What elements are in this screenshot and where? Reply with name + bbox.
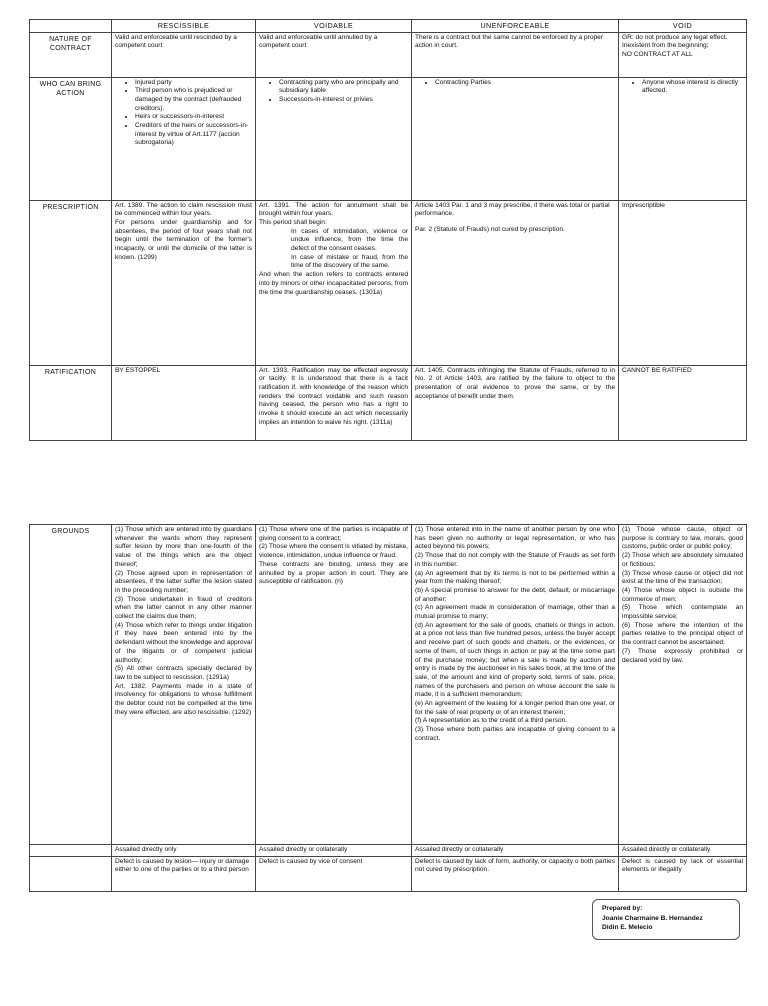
cell-ratification-void: CANNOT BE RATIFIED [619, 365, 747, 440]
row-nature-of-contract [30, 32, 747, 77]
header-row [30, 20, 747, 33]
cell-who-rescissible [112, 77, 256, 200]
list-item: • Creditors of the heirs or successors-in-interest by virtue of Art.1177 (accion subrogatoria) [135, 122, 252, 148]
list-item: • Successors-in-interest or privies [279, 96, 408, 105]
cell-who-voidable [256, 77, 412, 200]
header-corner [30, 20, 112, 33]
cell-nature-void: GR: do not produce any legal effect. Inexistent from the beginning; NO CONTRACT AT ALL [619, 32, 747, 77]
cell-assailed-void: Assailed directly or collaterally [619, 845, 747, 857]
list-item: • Anyone whose interest is directly affected. [642, 79, 743, 96]
row-who-can-bring-action [30, 77, 747, 200]
cell-grounds-rescissible: (1) Those which are entered into by guardians whenever the wards whom they represent suffer lesion by more than one-fourth of the value of the things which are the object thereof; (2) Those agreed upon in representation of absentees, if the latter suffer the lesion stated in the preceding number; (3) Those undertaken in fraud of creditors when the latter cannot in any other manner collect the claims due them; (4) Those which refer to things under litigation if they have been entered into by the defendant without the knowledge and approval of the litigants or of competent judicial authority; (5) All other contracts specially declared by law to be subject to rescission. (1291a) Art. 1382. Payments made in a state of insolvency for obligations to whose fulfillment the debtor could not be compelled at the time they were effected, are also rescissible. (1292) [112, 525, 256, 845]
row-prescription [30, 200, 747, 365]
header-rescissible: RESCISSIBLE [112, 20, 256, 33]
prepared-by-title: Prepared by: [602, 905, 643, 912]
cell-who-void [619, 77, 747, 200]
header-voidable: VOIDABLE [256, 20, 412, 33]
row-grounds [30, 525, 747, 845]
row-ratification [30, 365, 747, 440]
comparison-table-top [29, 19, 747, 441]
cell-grounds-unenforceable: (1) Those entered into in the name of another person by one who has been given no authority or legal representation, or who has acted beyond his powers; (2) Those that do not comply with the Statute of Frauds as set forth in this number. (a) An agreement that by its terms is not to be performed within a year from the making thereof; (b) A special promise to answer for the debt, default, or miscarriage of another; (c) An agreement made in consideration of marriage, other than a mutual promise to marry; (d) An agreement for the sale of goods, chattels or things in action, at a price not less than five hundred pesos, unless the buyer accept and receive part of such goods and chattels, or the evidences, or some of them, of such things in action or pay at the time some part of the purchase money; but when a sale is made by auction and entry is made by the auctioneer in his sales book, at the time of the sale, of the amount and kind of property sold, terms of sale, price, names of the purchasers and person on whose account the sale is made, it is a sufficient memorandum; (e) An agreement of the leasing for a longer period than one year, or for the sale of real property or of an interest therein; (f) A representation as to the credit of a third person. (3) Those where both parties are incapable of giving consent to a contract. [412, 525, 619, 845]
header-void: VOID [619, 20, 747, 33]
row-label-ratification: RATIFICATION [30, 365, 112, 440]
cell-prescription-voidable: Art. 1391. The action for annulment shall be brought within four years. This period shall begin: In cases of intimidation, violence or undue influence, from the time the defect of the consent ceases. In case of mistake or fraud, from the time of the discovery of the same. And when the action refers to contracts entered into by minors or other incapacitated persons, from the time the guardianship ceases. (1301a) [256, 200, 412, 365]
cell-assailed-unenforceable: Assailed directly or collaterally [412, 845, 619, 857]
row-label-grounds: GROUNDS [30, 525, 112, 845]
row-label-nature: NATURE OF CONTRACT [30, 32, 112, 77]
cell-defect-rescissible: Defect is caused by lesion— injury or damage either to one of the parties or to a third person [112, 856, 256, 891]
cell-prescription-rescissible: Art. 1389. The action to claim rescission must be commenced within four years. For persons under guardianship and for absentees, the period of four years shall not begin until the termination of the former's incapacity, or until the domicile of the latter is known. (1299) [112, 200, 256, 365]
cell-prescription-unenforceable: Article 1403 Par. 1 and 3 may prescribe, if there was total or partial performance. Par. 2 (Statute of Frauds) not cured by prescription. [412, 200, 619, 365]
row-assailed [30, 845, 747, 857]
row-label-assailed [30, 845, 112, 857]
list-item: • Third person who is prejudiced or damaged by the contract (defrauded creditors). [135, 87, 252, 113]
prepared-by-name: Didin E. Melecio [602, 924, 653, 932]
row-label-prescription: PRESCRIPTION [30, 200, 112, 365]
row-label-who: WHO CAN BRING ACTION [30, 77, 112, 200]
cell-ratification-voidable: Art. 1393. Ratification may be effected expressly or tacitly. It is understood that there is a tacit ratification if, with knowledge of the reason which renders the contract voidable and such reason having ceased, the person who has a right to invoke it should execute an act which necessarily implies an intention to waive his right. (1311a) [256, 365, 412, 440]
comparison-table-bottom [29, 524, 747, 892]
header-unenforceable: UNENFORCEABLE [412, 20, 619, 33]
list-item: • Contracting Parties [435, 79, 615, 88]
cell-assailed-rescissible: Assailed directly only [112, 845, 256, 857]
list-item: • Contracting party who are principally and subsidiary liable [279, 79, 408, 96]
cell-ratification-unenforceable: Art. 1405. Contracts infringing the Statute of Frauds, referred to in No. 2 of Article 1403, are ratified by the failure to object to the presentation of oral evidence to prove the same, or by the acceptance of benefit under them. [412, 365, 619, 440]
cell-grounds-void: (1) Those whose cause, object or purpose is contrary to law, morals, good customs, public order or public policy; (2) Those which are absolutely simulated or fictitious; (3) Those whose cause or object did not exist at the time of the transaction; (4) Those whose object is outside the commerce of men; (5) Those which contemplate an impossible service; (6) Those where the intention of the parties relative to the principal object of the contract cannot be ascertained; (7) Those expressly prohibited or declared void by law. [619, 525, 747, 845]
cell-defect-void: Defect is caused by lack of essential elements or illegality [619, 856, 747, 891]
cell-defect-unenforceable: Defect is caused by lack of form, authority, or capacity o both parties not cured by prescription. [412, 856, 619, 891]
cell-nature-voidable: Valid and enforceable until annulled by a competent court [256, 32, 412, 77]
cell-prescription-void: Imprescriptible [619, 200, 747, 365]
prepared-by-name: Joanie Charmaine B. Hernandez [602, 914, 703, 922]
row-label-defect [30, 856, 112, 891]
cell-assailed-voidable: Assailed directly or collaterally [256, 845, 412, 857]
cell-grounds-voidable: (1) Those where one of the parties is incapable of giving consent to a contract; (2) Those where the consent is vitiated by mistake, violence, intimidation, undue influence or fraud. These contracts are binding, unless they are annulled by a proper action in court. They are susceptible of ratification. (n) [256, 525, 412, 845]
cell-nature-unenforceable: There is a contract but the same cannot be enforced by a proper action in court. [412, 32, 619, 77]
cell-defect-voidable: Defect is caused by vice of consent [256, 856, 412, 891]
cell-who-unenforceable [412, 77, 619, 200]
prepared-by-box [592, 899, 740, 940]
list-item: • Injured party [135, 79, 252, 88]
cell-ratification-rescissible: BY ESTOPPEL [112, 365, 256, 440]
row-defect [30, 856, 747, 891]
list-item: • Heirs or successors-in-interest [135, 113, 252, 122]
cell-nature-rescissible: Valid and enforceable until rescinded by a competent court [112, 32, 256, 77]
